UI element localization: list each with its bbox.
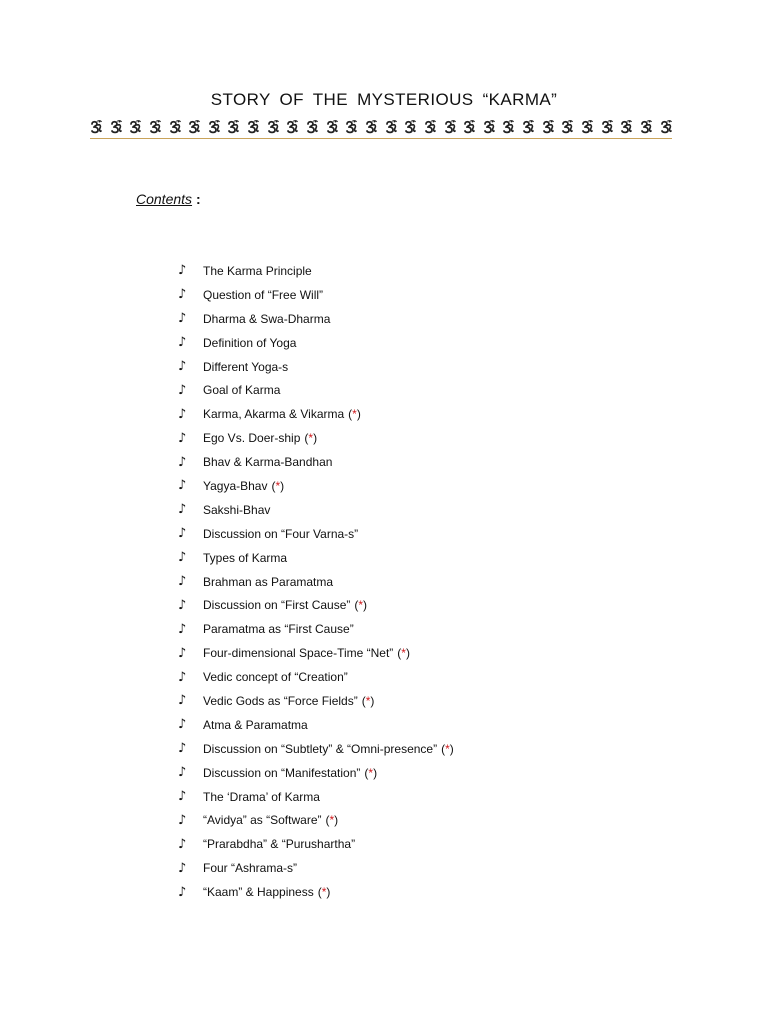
om-symbol-icon (90, 119, 102, 135)
om-symbol-icon (208, 119, 220, 135)
toc-item (178, 737, 454, 761)
toc-item-marker: (*) (361, 693, 375, 708)
music-note-icon: ♪ (178, 382, 187, 398)
om-symbol-icon (601, 119, 613, 135)
toc-item-label: Vedic concept of “Creation” (203, 670, 348, 685)
om-symbol-icon (404, 119, 416, 135)
toc-item (178, 474, 454, 498)
contents-heading (136, 191, 201, 207)
music-note-icon: ♪ (178, 263, 187, 279)
toc-item-label: Question of “Free Will” (203, 287, 324, 302)
toc-item (178, 450, 454, 474)
toc-item-label: The Karma Principle (203, 263, 312, 278)
om-symbol-icon (110, 119, 122, 135)
toc-item-label: Four “Ashrama-s” (203, 861, 298, 876)
music-note-icon: ♪ (178, 669, 187, 685)
toc-item-label: Types of Karma (203, 550, 288, 565)
toc-item (178, 283, 454, 307)
music-note-icon: ♪ (178, 621, 187, 637)
toc-item-marker: (*) (397, 646, 410, 661)
om-symbol-icon (326, 119, 338, 135)
om-symbol-icon (581, 119, 593, 135)
om-symbol-icon (247, 119, 259, 135)
om-symbol-icon (483, 119, 495, 135)
toc-item-marker: (*) (348, 407, 361, 422)
music-note-icon: ♪ (178, 454, 187, 470)
toc-item-label: Goal of Karma (203, 383, 281, 398)
om-symbol-icon (267, 119, 279, 135)
music-note-icon: ♪ (178, 645, 187, 661)
om-symbol-icon (463, 119, 475, 135)
toc-item-label: “Kaam” & Happiness (203, 885, 314, 900)
toc-item (178, 761, 454, 785)
om-symbol-icon (345, 119, 357, 135)
toc-item-label: Discussion on “Subtlety” & “Omni-presence” (203, 741, 438, 756)
toc-item (178, 522, 454, 546)
contents-heading-colon: : (196, 191, 201, 207)
table-of-contents (178, 259, 454, 904)
toc-item (178, 498, 454, 522)
om-symbol-icon (286, 119, 298, 135)
toc-item (178, 307, 454, 331)
music-note-icon: ♪ (178, 311, 187, 327)
toc-item-marker: (*) (325, 813, 339, 828)
music-note-icon: ♪ (178, 884, 187, 900)
music-note-icon: ♪ (178, 550, 187, 566)
toc-item (178, 641, 454, 665)
toc-item (178, 713, 454, 737)
om-symbol-icon (620, 119, 632, 135)
toc-item (178, 426, 454, 450)
toc-item-label: Discussion on “First Cause” (203, 598, 351, 613)
toc-item-label: “Avidya” as “Software” (203, 813, 322, 828)
om-symbol-icon (365, 119, 377, 135)
toc-item (178, 546, 454, 570)
toc-item (178, 570, 454, 594)
music-note-icon: ♪ (178, 597, 187, 613)
toc-item-marker: (*) (304, 431, 318, 446)
om-symbol-icon (424, 119, 436, 135)
toc-item-label: Four-dimensional Space-Time “Net” (203, 646, 394, 661)
toc-item-marker: (*) (364, 765, 378, 780)
music-note-icon: ♪ (178, 287, 187, 303)
contents-heading-label: Contents (136, 191, 193, 207)
music-note-icon: ♪ (178, 860, 187, 876)
toc-item-marker: (*) (354, 598, 368, 613)
toc-item-label: Brahman as Paramatma (203, 574, 334, 589)
toc-item (178, 808, 454, 832)
om-symbol-icon (640, 119, 652, 135)
om-symbol-icon (227, 119, 239, 135)
toc-item (178, 331, 454, 355)
toc-item (178, 402, 454, 426)
toc-item-label: Discussion on “Four Varna-s” (203, 526, 359, 541)
music-note-icon: ♪ (178, 765, 187, 781)
toc-item-marker: (*) (441, 741, 454, 756)
toc-item-label: Yagya-Bhav (203, 478, 268, 493)
toc-item-label: Bhav & Karma-Bandhan (203, 455, 333, 470)
om-symbol-icon (660, 119, 672, 135)
om-symbol-icon (522, 119, 534, 135)
toc-item-label: Different Yoga-s (203, 359, 289, 374)
toc-item (178, 259, 454, 283)
music-note-icon: ♪ (178, 717, 187, 733)
toc-item-marker: (*) (317, 885, 331, 900)
om-symbol-icon (188, 119, 200, 135)
ornament-border (90, 117, 672, 137)
om-symbol-icon (444, 119, 456, 135)
toc-item-label: Paramatma as “First Cause” (203, 622, 354, 637)
om-symbol-icon (129, 119, 141, 135)
toc-item (178, 355, 454, 379)
toc-item (178, 880, 454, 904)
music-note-icon: ♪ (178, 335, 187, 351)
toc-item-label: The ‘Drama’ of Karma (203, 789, 320, 804)
music-note-icon: ♪ (178, 502, 187, 518)
music-note-icon: ♪ (178, 478, 187, 494)
toc-item-label: Discussion on “Manifestation” (203, 765, 361, 780)
music-note-icon: ♪ (178, 526, 187, 542)
ornament-rule (90, 138, 672, 139)
toc-item-marker: (*) (271, 478, 285, 493)
toc-item (178, 832, 454, 856)
om-symbol-icon (169, 119, 181, 135)
music-note-icon: ♪ (178, 406, 187, 422)
toc-item (178, 593, 454, 617)
toc-item (178, 617, 454, 641)
music-note-icon: ♪ (178, 812, 187, 828)
toc-item-label: Definition of Yoga (203, 335, 297, 350)
toc-item-label: Dharma & Swa-Dharma (203, 311, 331, 326)
music-note-icon: ♪ (178, 359, 187, 374)
om-symbol-icon (306, 119, 318, 135)
toc-item (178, 856, 454, 880)
music-note-icon: ♪ (178, 741, 187, 757)
om-symbol-icon (149, 119, 161, 135)
toc-item-label: Ego Vs. Doer-ship (203, 431, 301, 446)
toc-item-label: Vedic Gods as “Force Fields” (203, 693, 358, 708)
music-note-icon: ♪ (178, 574, 187, 590)
toc-item-label: Atma & Paramatma (203, 717, 308, 732)
toc-item (178, 689, 454, 713)
music-note-icon: ♪ (178, 836, 187, 852)
toc-item-label: “Prarabdha” & “Purushartha” (203, 837, 356, 852)
om-symbol-icon (542, 119, 554, 135)
music-note-icon: ♪ (178, 693, 187, 709)
music-note-icon: ♪ (178, 789, 187, 805)
page-title: STORY OF THE MYSTERIOUS “KARMA” (210, 90, 558, 109)
toc-item (178, 785, 454, 809)
toc-item-label: Karma, Akarma & Vikarma (203, 407, 345, 422)
om-symbol-icon (385, 119, 397, 135)
om-symbol-icon (502, 119, 514, 135)
toc-item (178, 665, 454, 689)
music-note-icon: ♪ (178, 430, 187, 446)
toc-item-label: Sakshi-Bhav (203, 502, 271, 517)
om-symbol-icon (561, 119, 573, 135)
toc-item (178, 378, 454, 402)
